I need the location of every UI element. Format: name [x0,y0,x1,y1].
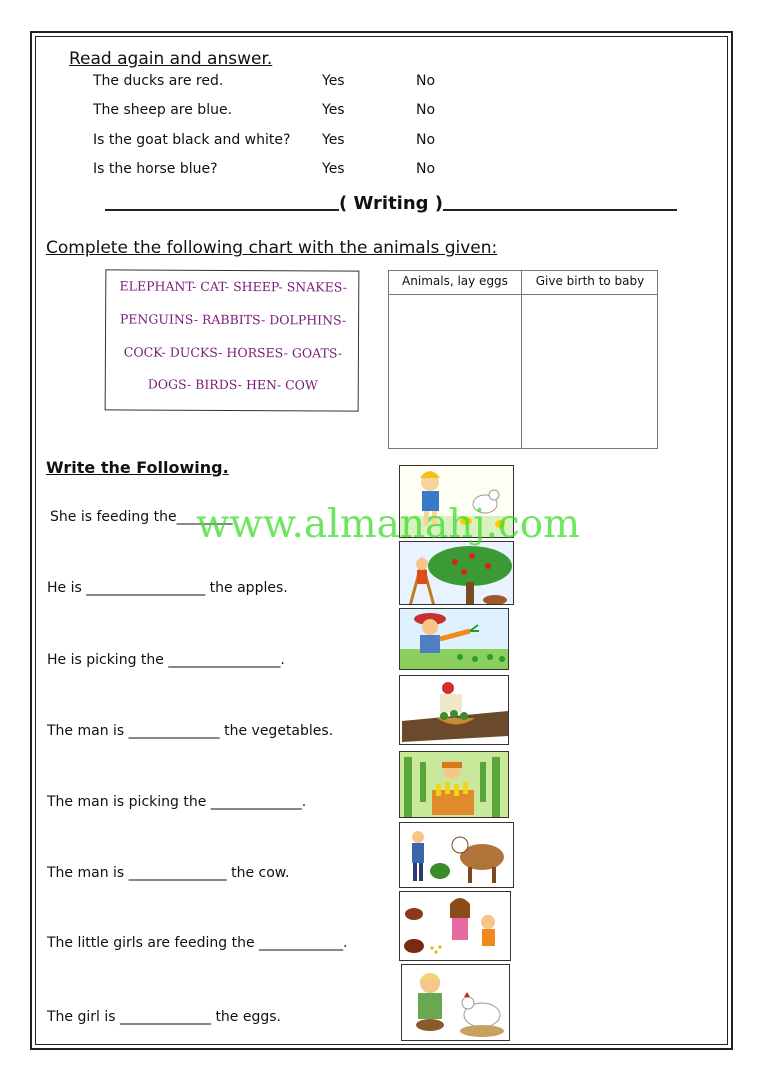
table-column-divider [521,271,522,448]
question-2-no[interactable]: No [416,102,436,118]
reading-title: Read again and answer. [69,49,273,69]
sentence-3[interactable]: He is picking the ________________. [47,652,285,668]
watermark: www.almanahj.com [196,502,581,547]
man-harvesting-vegetables-picture [399,675,509,745]
table-header-give-birth: Give birth to baby [535,274,645,288]
chart-section-title: Complete the following chart with the animals given: [46,238,498,258]
word-bank-box [105,269,360,411]
question-2-yes[interactable]: Yes [322,102,345,118]
man-picking-corn-picture [399,751,509,818]
word-bank-line-4: DOGS- BIRDS- HEN- COW [147,376,318,393]
man-picking-apples-picture [399,541,514,605]
word-bank-line-2: PENGUINS- RABBITS- DOLPHINS- [119,311,347,328]
question-2-text: The sheep are blue. [93,102,233,118]
writing-rule-left [105,195,339,211]
question-3-text: Is the goat black and white? [93,132,291,148]
sentence-5[interactable]: The man is picking the _____________. [47,794,307,810]
sentence-4[interactable]: The man is _____________ the vegetables. [47,723,334,739]
question-1-text: The ducks are red. [93,73,224,89]
table-header-divider [389,294,657,295]
question-4-no[interactable]: No [416,161,436,177]
question-3-yes[interactable]: Yes [322,132,345,148]
lay-eggs-answer-cell[interactable] [391,297,519,447]
sentence-8[interactable]: The girl is _____________ the eggs. [47,1009,282,1025]
question-1-yes[interactable]: Yes [322,73,345,89]
give-birth-answer-cell[interactable] [524,297,656,447]
writing-rule-right [443,195,677,211]
animals-chart-table [388,270,658,449]
sentence-1[interactable]: She is feeding the________ [50,509,233,525]
girls-feeding-hens-picture [399,891,511,961]
sentence-7[interactable]: The little girls are feeding the ____________. [47,935,348,951]
question-4-yes[interactable]: Yes [322,161,345,177]
writing-header-label: ( Writing ) [338,193,444,214]
word-bank-line-3: COCK- DUCKS- HORSES- GOATS- [123,344,343,361]
sentence-2[interactable]: He is _________________ the apples. [47,580,288,596]
table-header-lay-eggs: Animals, lay eggs [402,274,508,288]
sentence-6[interactable]: The man is ______________ the cow. [47,865,290,881]
man-picking-carrots-picture [399,608,509,670]
writing-header [105,193,677,214]
girl-collecting-eggs-picture [401,964,510,1041]
question-3-no[interactable]: No [416,132,436,148]
write-section-title: Write the Following. [46,458,229,477]
word-bank-line-1: ELEPHANT- CAT- SHEEP- SNAKES- [119,278,348,295]
man-feeding-cow-picture [399,822,514,888]
question-1-no[interactable]: No [416,73,436,89]
question-4-text: Is the horse blue? [93,161,218,177]
